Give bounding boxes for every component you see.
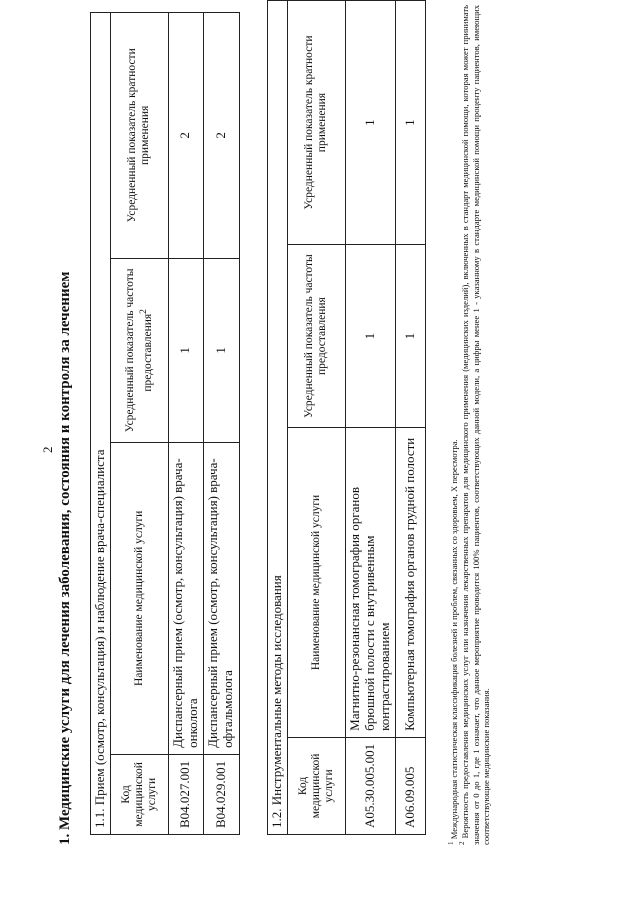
- multiplicity-value: 2: [203, 12, 239, 258]
- frequency-value: 1: [168, 258, 203, 442]
- footnote-1: $^1$ Международная статистическая классификация болезней и проблем, связанных со здоровьем, X пересмотра.: [447, 439, 459, 845]
- table-consultations: [90, 12, 240, 835]
- frequency-value: 1: [203, 258, 239, 442]
- page-number: 2: [40, 446, 55, 453]
- footnote-2: $^2$ Вероятность предоставления медицинских услуг или назначения лекарственных препаратов для медицинского применения (медицинских изделий), включенных в стандарт медицинской помощи, которая может принимать значения от 0 до 1, где 1 означает, что данное мероприятие проводится 100% пациентов, соответствующих данной модели, а цифры менее 1 - указанному в стандарте медицинской помощи проценту пациентов, имеющих соответствующие медицинские показания.: [458, 5, 492, 845]
- header-name: Наименование медицинской услуги: [110, 442, 168, 754]
- table-row: [345, 1, 395, 835]
- table-row: [168, 12, 203, 834]
- table-caption: 1.2. Инструментальные методы исследования: [268, 1, 288, 835]
- service-name: Диспансерный прием (осмотр, консультация) врача-онколога: [168, 442, 203, 754]
- frequency-value: 1: [395, 245, 425, 428]
- frequency-value: 1: [345, 245, 395, 428]
- service-code: A05.30.005.001: [345, 737, 395, 834]
- service-name: Компьютерная томография органов грудной полости: [395, 428, 425, 738]
- multiplicity-value: 1: [395, 1, 425, 245]
- header-code: Код медицинской услуги: [287, 737, 345, 834]
- header-name: Наименование медицинской услуги: [287, 428, 345, 738]
- header-multiplicity: Усредненный показатель кратности применения: [110, 12, 168, 258]
- table-row: [395, 1, 425, 835]
- multiplicity-value: 2: [168, 12, 203, 258]
- header-multiplicity: Усредненный показатель кратности применения: [287, 1, 345, 245]
- service-code: B04.029.001: [203, 754, 239, 834]
- service-code: B04.027.001: [168, 754, 203, 834]
- multiplicity-value: 1: [345, 1, 395, 245]
- service-name: Диспансерный прием (осмотр, консультация) врача-офтальмолога: [203, 442, 239, 754]
- header-frequency: Усредненный показатель частоты предоставления: [287, 245, 345, 428]
- service-name: Магнитно-резонансная томография органов брюшной полости с внутривенным контрастированием: [345, 428, 395, 738]
- header-frequency: Усредненный показатель частоты предоставления$^2$: [110, 258, 168, 442]
- section-title: 1. Медицинские услуги для лечения заболевания, состояния и контроля за лечением: [57, 271, 73, 845]
- table-instrumental-methods: [267, 0, 426, 835]
- table-caption: 1.1. Прием (осмотр, консультация) и наблюдение врача-специалиста: [91, 12, 111, 834]
- table-row: [203, 12, 239, 834]
- service-code: A06.09.005: [395, 737, 425, 834]
- header-code: Код медицинской услуги: [110, 754, 168, 834]
